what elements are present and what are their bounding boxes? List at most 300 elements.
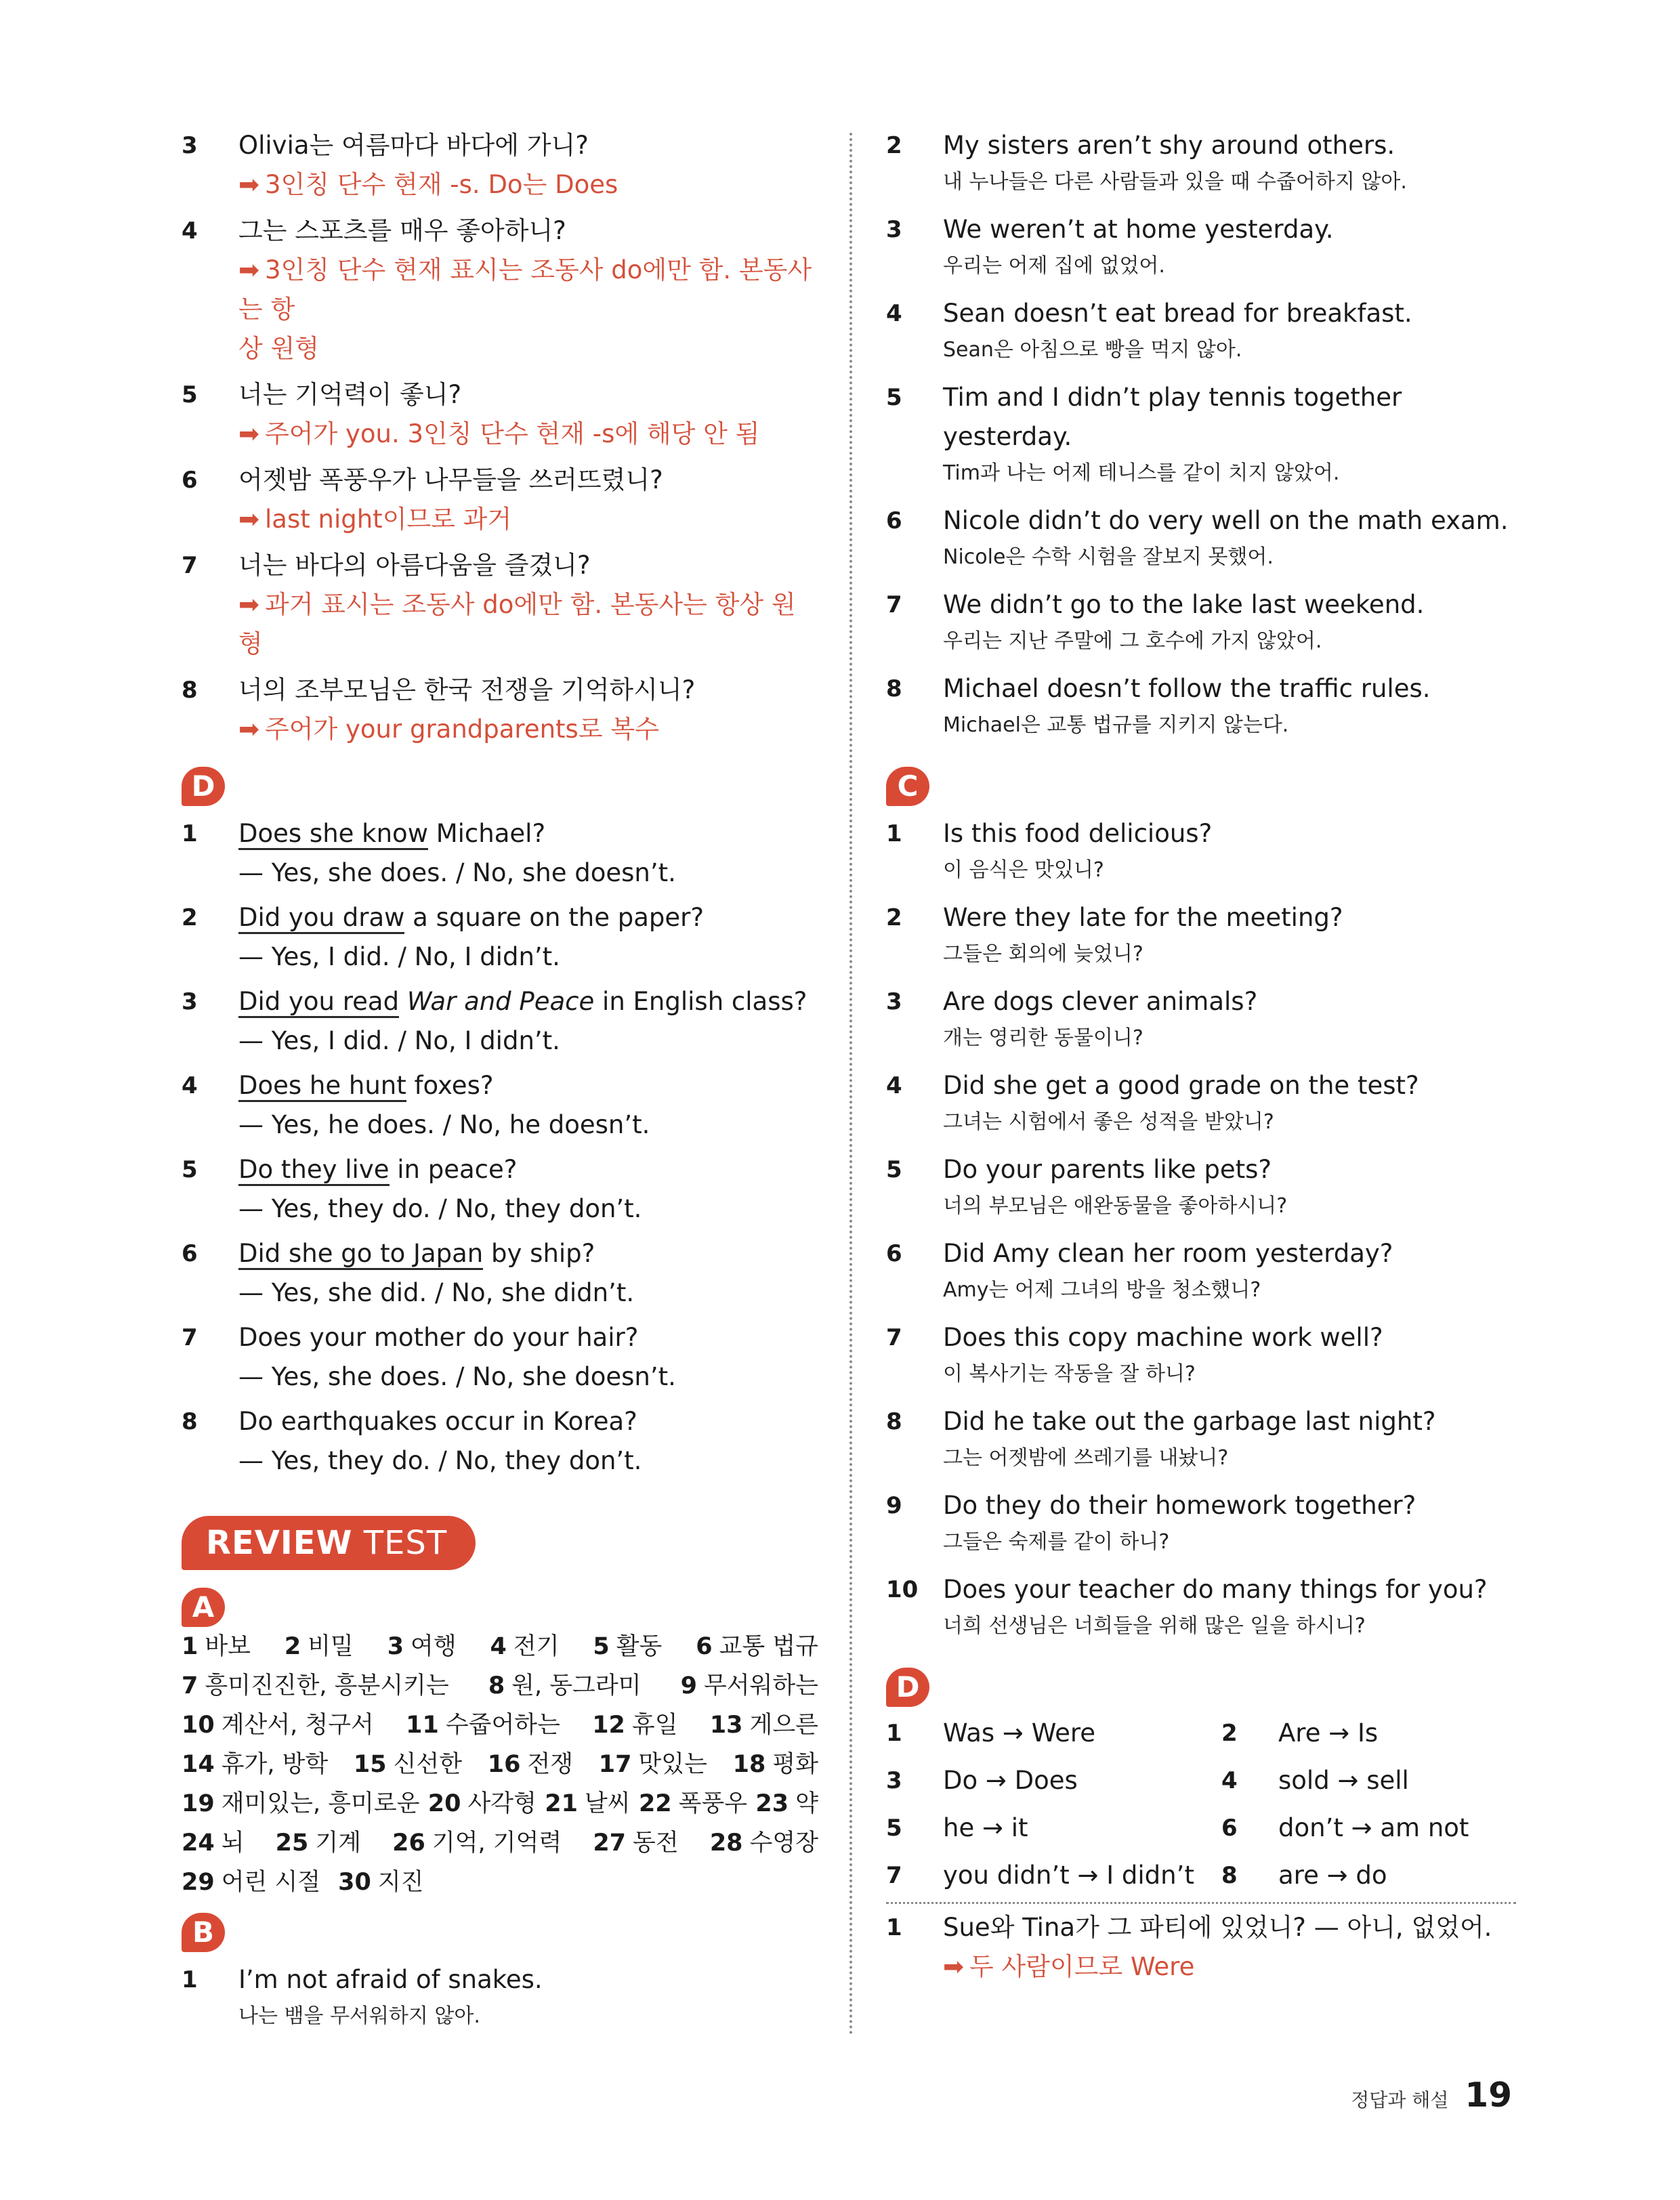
prev-section-answers [182,126,818,749]
item-number: 2 [886,904,902,931]
item-number: 3 [886,216,902,243]
underlined-phrase: Do they live [238,1155,390,1186]
vocab-entry [182,1823,245,1863]
vocab-meaning: 흥미진진한, 흥분시키는 [205,1672,449,1699]
item-number: 4 [1221,1767,1238,1794]
item-number: 5 [886,384,902,411]
vocab-entry [182,1784,419,1823]
answer-item [886,1486,1516,1559]
explanation-line [238,329,818,368]
item-number: 10 [886,1576,919,1603]
review-test-title: REVIEW TEST [182,1516,476,1570]
vocab-entry [182,1666,449,1706]
item-number: 2 [886,132,902,159]
vocab-number: 15 [353,1751,387,1778]
item-number: 2 [1221,1720,1238,1747]
vocab-meaning: 게으른 [749,1712,818,1739]
item-number: 6 [182,467,198,494]
correction-row [886,1714,1516,1753]
vocab-meaning: 기억, 기억력 [432,1829,562,1857]
vocab-meaning: 전기 [513,1633,560,1660]
item-number: 8 [886,1408,902,1435]
review-b-answers-left [182,1960,818,2033]
section-badge-c: C [886,767,929,806]
vocab-meaning: 동전 [633,1829,679,1857]
section-badge-d: D [182,767,225,806]
correction-row [886,1808,1516,1848]
vocab-row [182,1784,818,1823]
question-rest: in peace? [389,1155,518,1184]
vocab-meaning: 지진 [377,1869,424,1896]
vocab-number: 7 [182,1672,198,1699]
vocab-entry [755,1784,818,1823]
korean-translation: 그들은 숙제를 같이 하니? [943,1530,1170,1554]
review-a-vocab [182,1627,818,1902]
korean-translation: 개는 영리한 동물이니? [943,1026,1143,1050]
vocab-meaning: 기계 [315,1829,362,1857]
answer-item [886,1150,1516,1223]
correction-text: sold → sell [1278,1766,1409,1795]
item-number: 7 [182,552,198,579]
review-d-header [886,1668,1516,1707]
item-number: 8 [182,677,198,704]
vocab-entry [639,1784,747,1823]
vocab-entry [710,1823,818,1863]
right-arrow-icon: ➡ [238,419,260,448]
item-number: 4 [182,217,198,245]
answer-item [182,461,818,539]
english-sentence: Is this food delicious? [943,819,1213,848]
answer-item [182,1066,818,1145]
question-text: Sue와 Tina가 그 파티에 있었니? — 아니, 없었어. [943,1913,1492,1942]
vocab-entry [276,1823,361,1863]
vocab-number: 24 [182,1829,215,1857]
vocab-entry [710,1706,818,1745]
correction-text: don’t → am not [1278,1813,1469,1842]
vocab-entry [406,1706,560,1745]
answer-item [886,585,1516,658]
right-arrow-icon: ➡ [238,590,260,619]
answer-item [182,375,818,454]
english-sentence: Does your teacher do many things for you? [943,1575,1488,1604]
correction-row [886,1761,1516,1800]
right-arrow-icon: ➡ [238,505,260,534]
korean-translation: Michael은 교통 법규를 지키지 않는다. [943,713,1289,737]
answer-line: — Yes, I did. / No, I didn’t. [238,1026,560,1055]
vocab-number: 19 [182,1790,215,1817]
vocab-entry [733,1745,818,1784]
underlined-phrase: Does he hunt [238,1071,406,1102]
answer-item [886,1234,1516,1307]
vocab-meaning: 폭풍우 [678,1790,748,1817]
question-rest: Michael? [427,819,546,848]
answer-item [182,1318,818,1397]
vocab-entry [696,1627,818,1666]
answer-line: — Yes, she does. / No, she doesn’t. [238,858,676,887]
korean-translation: 이 복사기는 작동을 잘 하니? [943,1362,1196,1386]
vocab-meaning: 교통 법규 [719,1633,818,1660]
answer-item [886,1402,1516,1475]
explanation-text: 두 사람이므로 Were [969,1952,1195,1981]
question-line [238,898,818,937]
korean-translation: 우리는 어제 집에 없었어. [943,254,1165,278]
right-arrow-icon: ➡ [238,255,260,284]
item-number: 6 [1221,1815,1238,1842]
review-b-header [182,1913,818,1952]
answer-item [886,814,1516,887]
answer-item [182,1402,818,1481]
item-number: 5 [182,381,198,408]
vocab-number: 3 [387,1633,404,1660]
english-sentence: Does this copy machine work well? [943,1323,1383,1352]
answer-item [886,669,1516,742]
explanation-line [238,585,818,664]
item-number: 6 [886,1240,902,1267]
vocab-number: 11 [406,1712,439,1739]
vocab-number: 8 [488,1672,505,1699]
english-sentence: Were they late for the meeting? [943,903,1343,932]
vocab-meaning: 전쟁 [527,1751,574,1778]
korean-translation: Nicole은 수학 시험을 잘보지 못했어. [943,545,1274,569]
korean-translation: 내 누나들은 다른 사람들과 있을 때 수줍어하지 않아. [943,170,1407,194]
explanation-text: 상 원형 [238,334,319,363]
question-line [238,1402,818,1441]
explanation-line [238,710,818,749]
correction-row [886,1856,1516,1895]
item-number: 5 [886,1815,902,1842]
answer-item [886,210,1516,283]
correction-text: are → do [1278,1861,1387,1890]
vocab-number: 9 [680,1672,697,1699]
answer-item [182,126,818,205]
vocab-number: 18 [732,1751,766,1778]
answer-item [182,211,818,368]
underlined-phrase: Did you draw [238,903,404,934]
vocab-entry [387,1627,457,1666]
question-rest: Do earthquakes occur in Korea? [238,1407,637,1436]
english-sentence: Michael doesn’t follow the traffic rules. [943,674,1431,703]
right-arrow-icon: ➡ [943,1952,965,1981]
item-number: 3 [886,1767,902,1794]
vocab-number: 2 [284,1633,301,1660]
item-number: 8 [886,675,902,702]
answer-item [886,126,1516,199]
item-number: 1 [182,820,198,847]
right-arrow-icon: ➡ [238,715,260,744]
question-rest: a square on the paper? [404,903,705,932]
question-rest: in English class? [594,987,807,1016]
item-number: 4 [886,300,902,327]
answer-item [182,546,818,664]
korean-translation: Amy는 어제 그녀의 방을 청소했니? [943,1278,1261,1302]
question-rest: foxes? [406,1071,494,1100]
english-sentence: Do your parents like pets? [943,1155,1272,1184]
explanation-text: 과거 표시는 조동사 do에만 함. 본동사는 항상 원형 [238,590,796,658]
english-sentence: Did Amy clean her room yesterday? [943,1239,1393,1268]
question-line [238,1066,818,1105]
vocab-number: 22 [638,1790,672,1817]
item-number: 7 [886,1862,902,1889]
question-text: Olivia는 여름마다 바다에 가니? [238,131,589,160]
answer-item [886,1066,1516,1139]
explanation-text: 3인칭 단수 현재 -s. Do는 Does [265,170,618,199]
vocab-number: 10 [182,1712,215,1739]
correction-item [886,1761,1221,1800]
vocab-entry [593,1823,678,1863]
review-b-answers-right [886,126,1516,742]
item-number: 3 [886,988,902,1015]
english-sentence: Do they do their homework together? [943,1491,1416,1520]
page-number: 19 [1465,2075,1512,2115]
review-d-answers [886,1714,1516,1987]
review-c-answers [886,814,1516,1643]
vocab-meaning: 신선한 [393,1751,463,1778]
vocab-entry [285,1627,354,1666]
korean-translation: 너희 선생님은 너희들을 위해 많은 일을 하시니? [943,1614,1366,1638]
vocab-meaning: 비밀 [308,1633,354,1660]
explanation-text: last night이므로 과거 [265,505,512,534]
question-rest: by ship? [483,1239,595,1268]
correction-text: Was → Were [943,1718,1096,1748]
item-number: 8 [1221,1862,1238,1889]
explanation-text: 주어가 you. 3인칭 단수 현재 -s에 해당 안 됨 [265,419,760,448]
vocab-number: 20 [427,1790,461,1817]
dotted-separator [886,1902,1516,1904]
vocab-entry [545,1784,630,1823]
vocab-number: 1 [182,1633,198,1660]
english-sentence: Did she get a good grade on the test? [943,1071,1419,1100]
question-line [238,1234,818,1273]
vocab-meaning: 날씨 [584,1790,631,1817]
answer-line: — Yes, they do. / No, they don’t. [238,1194,642,1223]
korean-translation: 우리는 지난 주말에 그 호수에 가지 않았어. [943,629,1322,653]
vocab-meaning: 계산서, 청구서 [221,1712,374,1739]
item-number: 4 [886,1072,902,1099]
item-number: 1 [886,1914,902,1941]
answer-line: — Yes, she did. / No, she didn’t. [238,1278,635,1307]
answer-item [886,982,1516,1055]
vocab-entry [182,1706,374,1745]
question-rest: Does your mother do your hair? [238,1323,639,1352]
correction-item [1221,1856,1516,1895]
section-badge-d-review: D [886,1668,929,1707]
correction-text: Do → Does [943,1766,1078,1795]
item-number: 6 [886,507,902,534]
vocab-entry [599,1745,707,1784]
korean-translation: Tim과 나는 어제 테니스를 같이 치지 않았어. [943,461,1340,485]
answer-item [886,898,1516,971]
question-text: 어젯밤 폭풍우가 나무들을 쓰러뜨렸니? [238,465,663,494]
vocab-row [182,1706,818,1745]
vocab-number: 12 [592,1712,625,1739]
review-test-header [182,1516,818,1570]
correction-item [886,1808,1221,1848]
explanation-line [238,415,818,454]
question-text: 너는 기억력이 좋니? [238,380,462,409]
vocab-number: 28 [709,1829,743,1857]
review-c-header [886,767,1516,806]
vocab-row [182,1745,818,1784]
korean-translation: 그녀는 시험에서 좋은 성적을 받았니? [943,1110,1274,1134]
vocab-number: 25 [275,1829,309,1857]
vocab-entry [681,1666,818,1706]
korean-translation: Sean은 아침으로 빵을 먹지 않아. [943,338,1242,362]
vocab-number: 16 [487,1751,521,1778]
vocab-meaning: 휴일 [631,1712,678,1739]
vocab-number: 23 [755,1790,789,1817]
vocab-row [182,1627,818,1666]
correction-text: Are → Is [1278,1718,1379,1748]
vocab-number: 30 [338,1869,371,1896]
correction-item [1221,1808,1516,1848]
item-number: 5 [886,1156,902,1183]
english-sentence: I’m not afraid of snakes. [238,1965,543,1994]
item-number: 7 [182,1324,198,1351]
item-number: 7 [886,1324,902,1351]
section-badge-a: A [182,1588,225,1627]
item-number: 3 [182,132,198,159]
vocab-meaning: 재미있는, 흥미로운 [221,1790,420,1817]
vocab-meaning: 사각형 [467,1790,537,1817]
answer-item [182,671,818,749]
question-line [238,814,818,853]
vocab-meaning: 뇌 [221,1829,245,1857]
section-d-answers [182,814,818,1481]
item-number: 1 [886,1720,902,1747]
review-a-header [182,1588,818,1627]
vocab-entry [490,1627,560,1666]
vocab-number: 13 [709,1712,743,1739]
correction-item [886,1714,1221,1753]
vocab-number: 5 [593,1633,610,1660]
answer-item [182,1234,818,1313]
answer-item [182,898,818,977]
item-number: 8 [182,1408,198,1435]
vocab-meaning: 어린 시절 [221,1869,321,1896]
english-sentence: Sean doesn’t eat bread for breakfast. [943,299,1412,328]
english-sentence: Tim and I didn’t play tennis together yesterday. [943,383,1402,451]
vocab-number: 6 [696,1633,713,1660]
korean-translation: 그는 어젯밤에 쓰레기를 내놨니? [943,1446,1229,1470]
vocab-meaning: 원, 동그라미 [511,1672,642,1699]
vocab-entry [182,1745,328,1784]
vocab-meaning: 평화 [772,1751,818,1778]
underlined-phrase: Does she know [238,819,428,850]
answer-item [886,1570,1516,1643]
underlined-phrase: Did she go to Japan [238,1239,483,1270]
vocab-entry [593,1627,662,1666]
right-arrow-icon: ➡ [238,170,260,199]
left-column [182,126,818,2033]
question-line [238,1318,818,1357]
explanation-text: 주어가 your grandparents로 복수 [265,715,659,744]
vocab-row [182,1666,818,1706]
right-column [886,126,1516,1987]
correction-item [1221,1761,1516,1800]
vocab-entry [392,1823,562,1863]
correction-item [886,1856,1221,1895]
section-d-header [182,767,818,806]
correction-text: you didn’t → I didn’t [943,1861,1194,1890]
vocab-entry [592,1706,677,1745]
answer-item [182,982,818,1061]
item-number: 5 [182,1156,198,1183]
vocab-number: 4 [490,1633,507,1660]
column-divider [849,133,852,2036]
vocab-meaning: 휴가, 방학 [221,1751,329,1778]
vocab-meaning: 활동 [616,1633,663,1660]
english-sentence: My sisters aren’t shy around others. [943,131,1395,160]
question-text: 그는 스포츠를 매우 좋아하니? [238,216,566,245]
vocab-number: 14 [182,1751,215,1778]
answer-line: — Yes, he does. / No, he doesn’t. [238,1110,650,1139]
vocab-meaning: 수영장 [749,1829,818,1857]
answer-item [886,378,1516,490]
vocab-number: 17 [598,1751,632,1778]
answer-line: — Yes, they do. / No, they don’t. [238,1446,642,1475]
item-number: 2 [182,904,198,931]
explanation-text: 3인칭 단수 현재 표시는 조동사 do에만 함. 본동사는 항 [238,255,812,324]
vocab-meaning: 여행 [411,1633,457,1660]
vocab-row [182,1823,818,1863]
english-sentence: Are dogs clever animals? [943,987,1258,1016]
answer-line: — Yes, I did. / No, I didn’t. [238,942,560,971]
explanation-line [238,500,818,539]
item-number: 6 [182,1240,198,1267]
page-footer [1351,2075,1512,2115]
answer-item [886,294,1516,367]
vocab-entry [488,1745,573,1784]
korean-translation: 이 음식은 맛있니? [943,858,1104,882]
vocab-meaning: 수줍어하는 [445,1712,560,1739]
correction-text: he → it [943,1813,1028,1842]
vocab-meaning: 바보 [205,1633,251,1660]
korean-translation: 너의 부모님은 애완동물을 좋아하시니? [943,1194,1288,1218]
item-number: 9 [886,1492,902,1519]
english-sentence: We weren’t at home yesterday. [943,215,1334,244]
explanation-line [238,165,818,205]
answer-line: — Yes, she does. / No, she doesn’t. [238,1362,676,1391]
vocab-number: 27 [593,1829,627,1857]
vocab-entry [488,1666,642,1706]
korean-translation: 나는 뱀을 무서워하지 않아. [238,2004,480,2028]
question-line [238,982,818,1021]
answer-item [886,501,1516,574]
vocab-meaning: 약 [795,1790,818,1817]
question-text: 너의 조부모님은 한국 전쟁을 기억하시니? [238,675,696,704]
title-italic: War and Peace [399,987,595,1016]
vocab-number: 21 [545,1790,578,1817]
item-number: 3 [182,988,198,1015]
vocab-entry [338,1863,423,1902]
answer-item [182,1150,818,1229]
vocab-meaning: 맛있는 [638,1751,707,1778]
correction-item [1221,1714,1516,1753]
answer-item [886,1318,1516,1391]
answer-item [886,1908,1516,1987]
vocab-entry [428,1784,537,1823]
underlined-phrase: Did you read [238,987,399,1018]
english-sentence: Nicole didn’t do very well on the math exam. [943,506,1509,535]
vocab-entry [182,1627,251,1666]
item-number: 7 [886,591,902,618]
footer-label: 정답과 해설 [1351,2089,1449,2111]
item-number: 1 [886,820,902,847]
korean-translation: 그들은 회의에 늦었니? [943,942,1143,966]
vocab-number: 26 [392,1829,425,1857]
explanation-line [238,251,818,329]
english-sentence: We didn’t go to the lake last weekend. [943,590,1425,619]
